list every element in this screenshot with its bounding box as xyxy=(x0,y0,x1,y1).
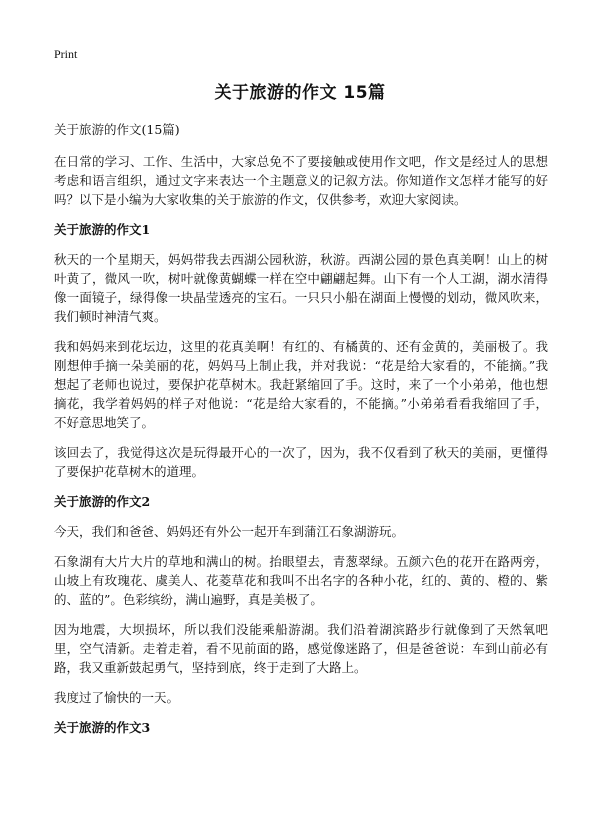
document-title: 关于旅游的作文 15篇 xyxy=(214,83,386,103)
section-heading: 关于旅游的作文2 xyxy=(54,494,151,509)
essay-section-3 xyxy=(54,718,548,737)
section-heading: 关于旅游的作文1 xyxy=(54,222,151,237)
paragraph: 今天，我们和爸爸、妈妈还有外公一起开车到蒲江石象湖游玩。 xyxy=(54,524,405,539)
paragraph: 我和妈妈来到花坛边，这里的花真美啊！有红的、有橘黄的、还有金黄的，美丽极了。我刚想伸手摘一朵美丽的花，妈妈马上制止我，并对我说：“花是给大家看的，不能摘。”我想起了老师也说过，要保护花草树木。我赶紧缩回了手。这时，来了一个小弟弟，他也想摘花，我学着妈妈的样子对他说：“花是给大家看的，不能摘。”小弟弟看看我缩回了手，不好意思地笑了。 xyxy=(54,339,548,430)
paragraph: 因为地震，大坝损坏，所以我们没能乘船游湖。我们沿着湖滨路步行就像到了天然氧吧里，空气清新。走着走着，看不见前面的路，感觉像迷路了，但是爸爸说：车到山前必有路，我又重新鼓起勇气，坚持到底，终于走到了大路上。 xyxy=(54,622,548,675)
document-body xyxy=(54,120,548,748)
document-subtitle: 关于旅游的作文(15篇) xyxy=(54,122,180,137)
intro-paragraph: 在日常的学习、工作、生活中，大家总免不了要接触或使用作文吧，作文是经过人的思想考虑和语言组织，通过文字来表达一个主题意义的记叙方法。你知道作文怎样才能写的好吗？以下是小编为大家收集的关于旅游的作文，仅供参考，欢迎大家阅读。 xyxy=(54,154,548,207)
paragraph: 秋天的一个星期天，妈妈带我去西湖公园秋游，秋游。西湖公园的景色真美啊！山上的树叶黄了，微风一吹，树叶就像黄蝴蝶一样在空中翩翩起舞。山下有一个人工湖，湖水清得像一面镜子，绿得像一块晶莹透亮的宝石。一只只小船在湖面上慢慢的划动，微风吹来，我们顿时神清气爽。 xyxy=(54,252,548,324)
print-link[interactable]: Print xyxy=(54,47,78,61)
paragraph: 石象湖有大片大片的草地和满山的树。抬眼望去，青葱翠绿。五颜六色的花开在路两旁，山坡上有玫瑰花、虞美人、花菱草花和我叫不出名字的各种小花，红的、黄的、橙的、紫的、蓝的”。色彩缤纷，满山遍野，真是美极了。 xyxy=(54,554,548,607)
paragraph: 我度过了愉快的一天。 xyxy=(54,690,180,705)
essay-section-2 xyxy=(54,492,548,707)
essay-section-1 xyxy=(54,220,548,481)
section-heading: 关于旅游的作文3 xyxy=(54,720,151,735)
paragraph: 该回去了，我觉得这次是玩得最开心的一次了，因为，我不仅看到了秋天的美丽，更懂得了要保护花草树木的道理。 xyxy=(54,445,548,479)
